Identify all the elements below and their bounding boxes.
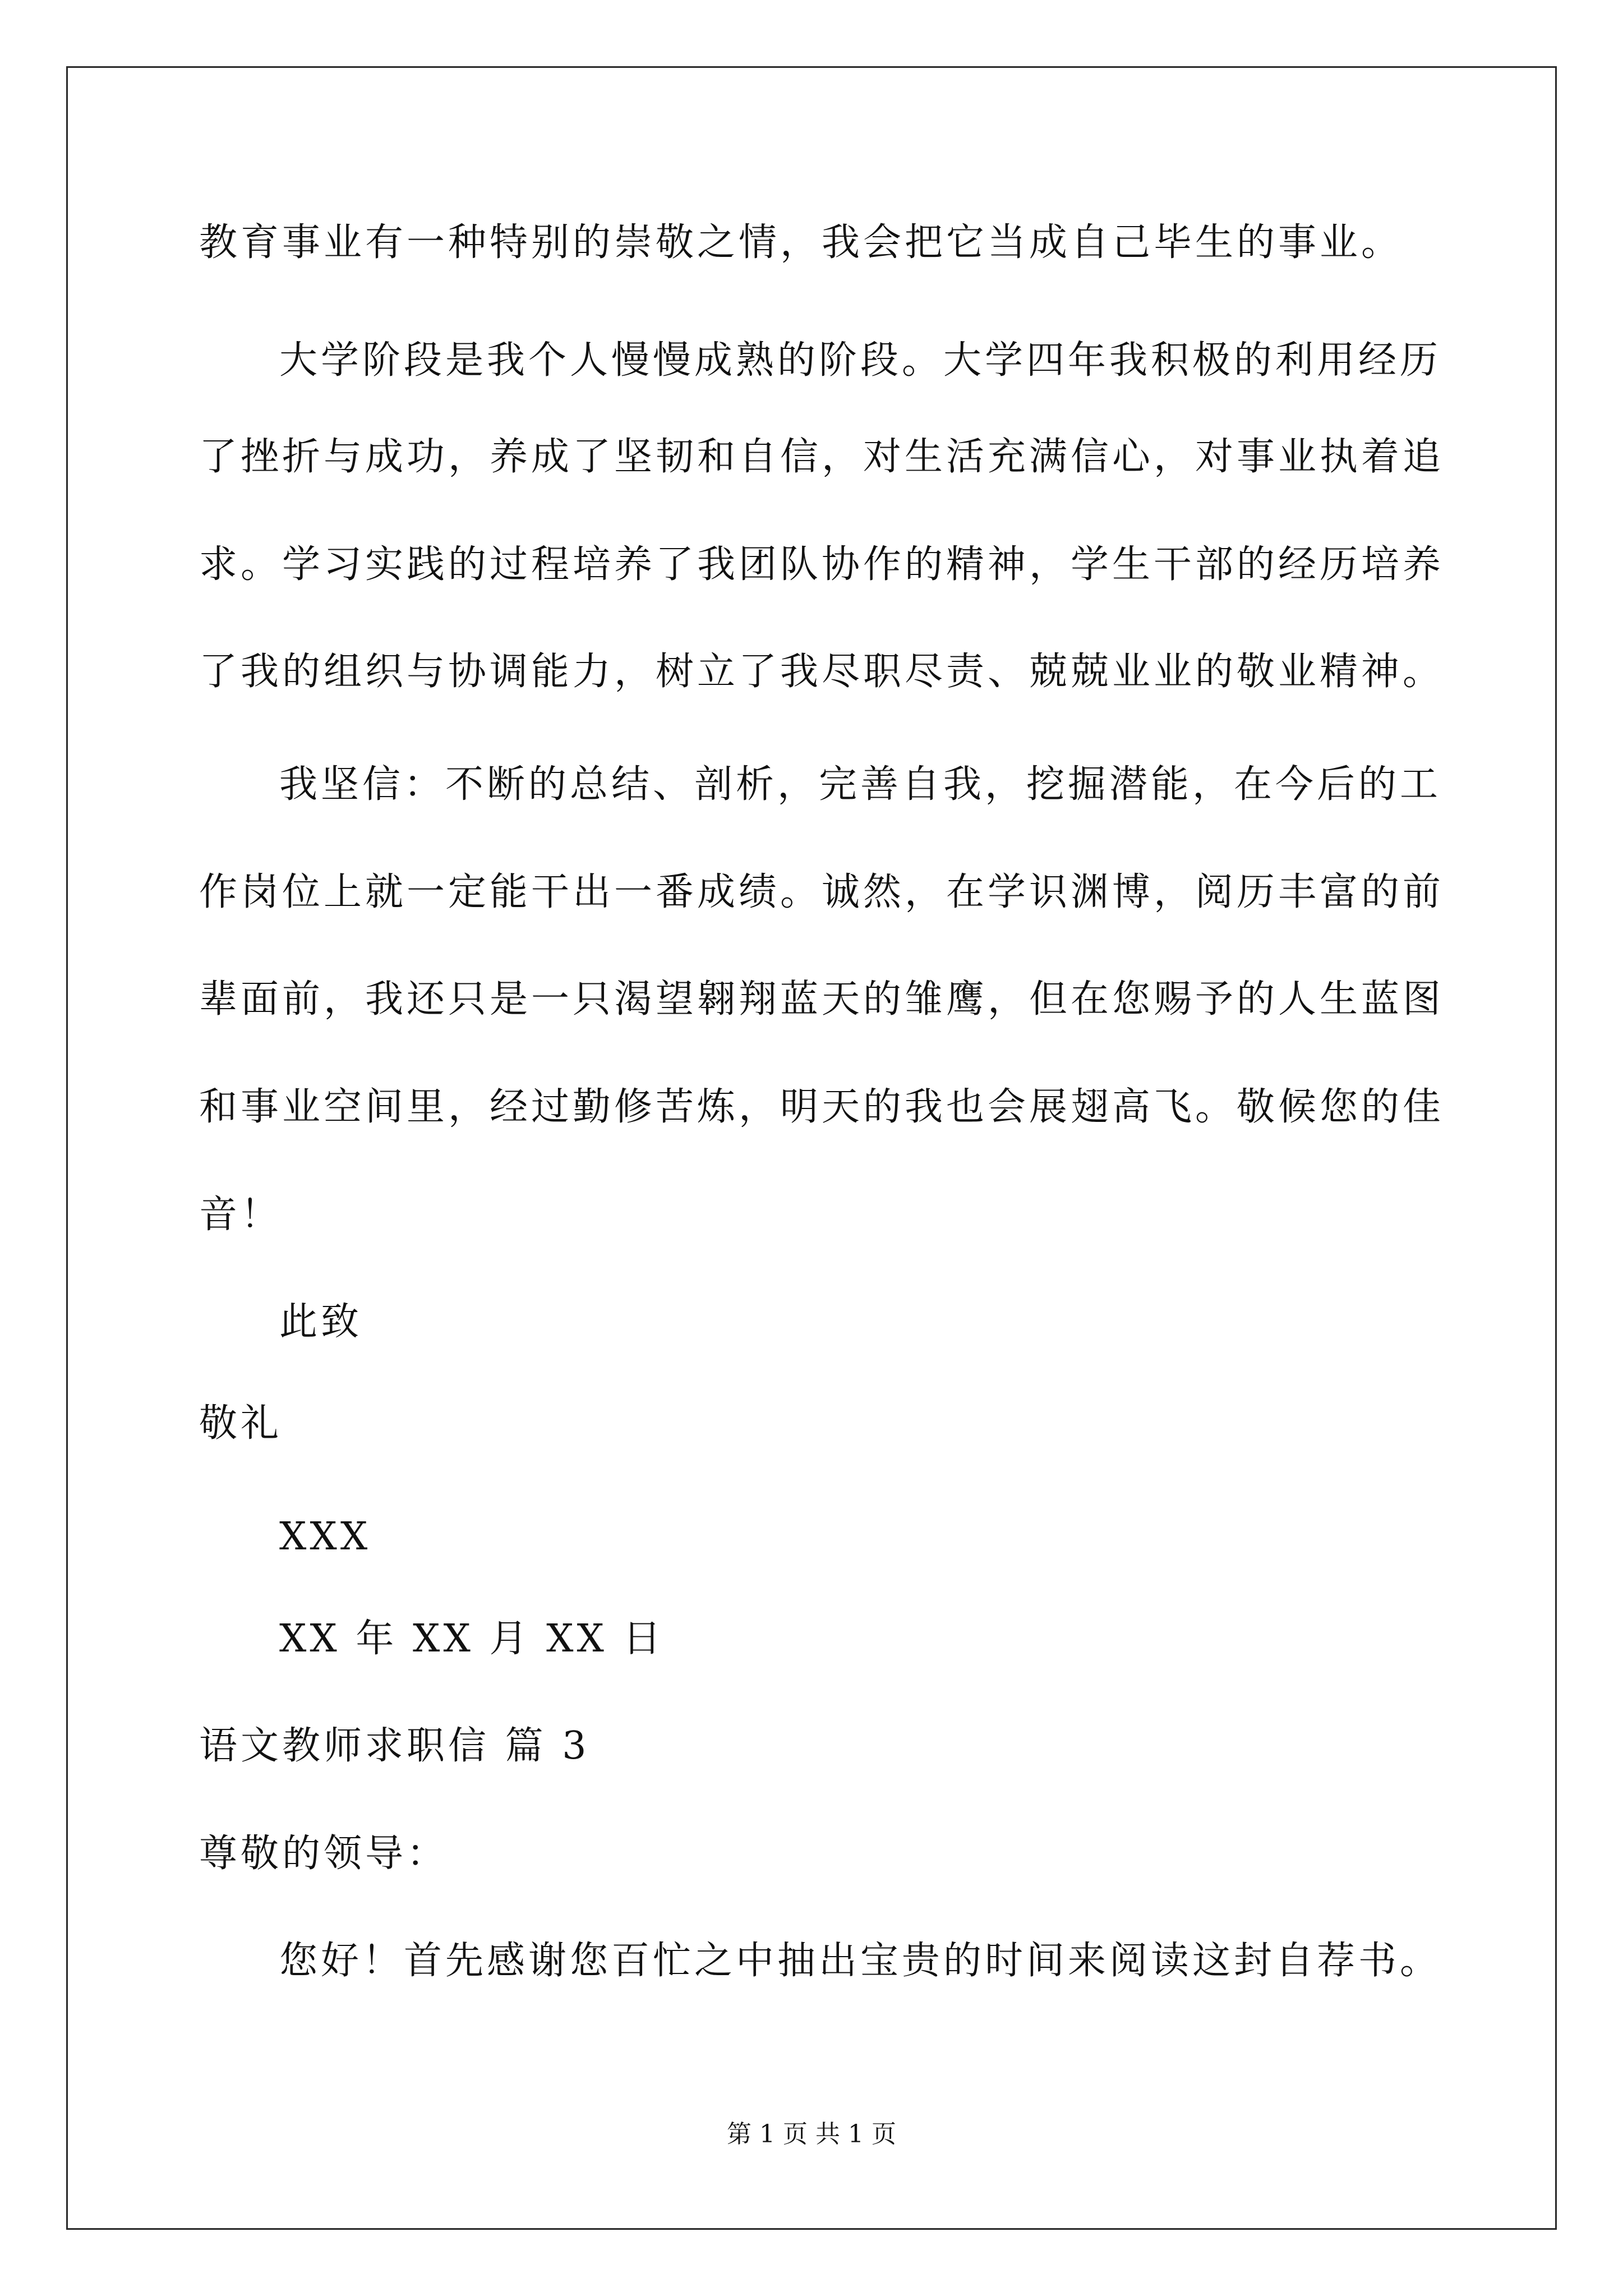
body-line-4: 求。学习实践的过程培养了我团队协作的精神，学生干部的经历培养 [199,542,1445,587]
page-border [66,66,1557,2230]
body-line-9: 和事业空间里，经过勤修苦炼，明天的我也会展翅高飞。敬候您的佳 [199,1085,1445,1129]
body-line-2: 大学阶段是我个人慢慢成熟的阶段。大学四年我积极的利用经历 [279,338,1442,383]
closing-salutation: 此致 [279,1300,363,1344]
signature-name: XXX [279,1515,371,1559]
body-line-8: 辈面前，我还只是一只渴望翱翔蓝天的雏鹰，但在您赐予的人生蓝图 [199,977,1445,1022]
closing-regards: 敬礼 [199,1401,283,1446]
body-line-opening: 您好！首先感谢您百忙之中抽出宝贵的时间来阅读这封自荐书。 [279,1939,1442,1983]
body-line-6: 我坚信：不断的总结、剖析，完善自我，挖掘潜能，在今后的工 [279,762,1442,807]
signature-date: XX 年 XX 月 XX 日 [279,1617,665,1661]
body-line-7: 作岗位上就一定能干出一番成绩。诚然，在学识渊博，阅历丰富的前 [199,870,1445,914]
section-heading: 语文教师求职信 篇 3 [199,1724,590,1768]
body-line-1: 教育事业有一种特别的崇敬之情，我会把它当成自己毕生的事业。 [199,220,1403,265]
body-line-3: 了挫折与成功，养成了坚韧和自信，对生活充满信心，对事业执着追 [199,435,1445,479]
body-line-10: 音！ [199,1193,283,1237]
page-footer: 第 1 页 共 1 页 [727,2120,896,2148]
body-line-5: 了我的组织与协调能力，树立了我尽职尽责、兢兢业业的敬业精神。 [199,650,1445,694]
letter-greeting: 尊敬的领导： [199,1832,449,1876]
